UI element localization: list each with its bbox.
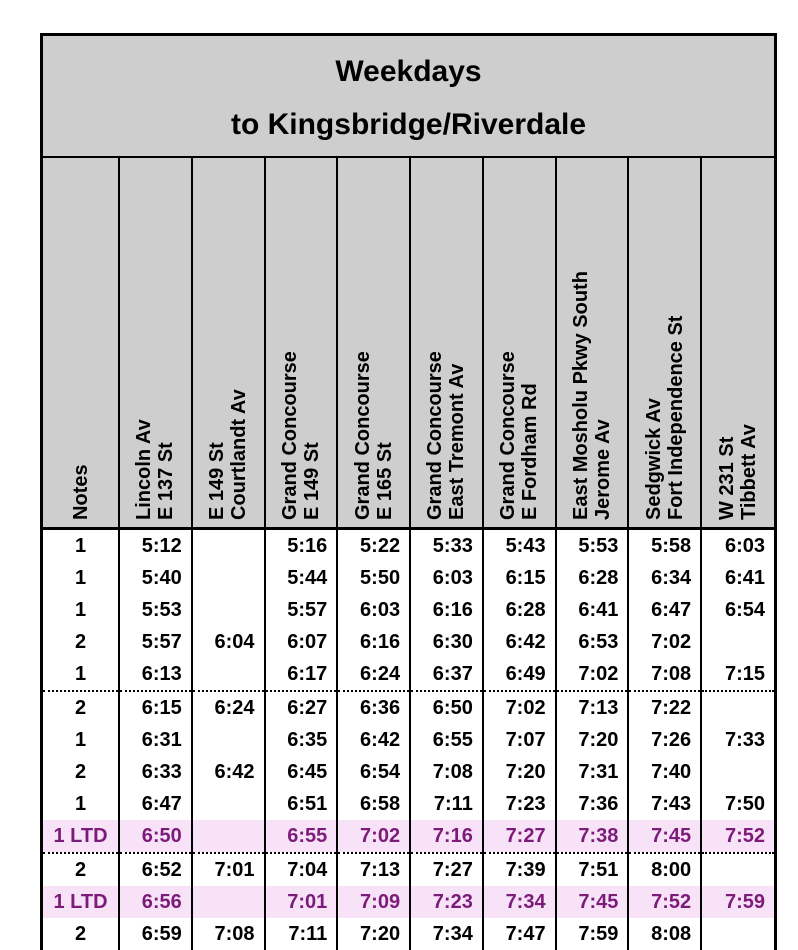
time-cell: 7:27 bbox=[410, 853, 483, 886]
time-cell: 6:16 bbox=[337, 626, 410, 658]
time-cell: 5:40 bbox=[119, 562, 192, 594]
time-cell: 8:00 bbox=[628, 853, 701, 886]
time-cell: 6:31 bbox=[119, 724, 192, 756]
time-cell: 6:54 bbox=[701, 594, 774, 626]
time-cell: 6:33 bbox=[119, 756, 192, 788]
schedule-row bbox=[43, 658, 774, 691]
schedule-row bbox=[43, 562, 774, 594]
time-cell bbox=[701, 756, 774, 788]
rotated-header-text bbox=[643, 166, 687, 520]
note-cell: 1 bbox=[43, 788, 119, 820]
column-header-e-149-st-courtlandt-av bbox=[192, 158, 265, 529]
column-header-line: E 137 St bbox=[155, 166, 177, 520]
time-cell: 5:43 bbox=[483, 529, 556, 563]
time-cell: 6:07 bbox=[265, 626, 338, 658]
time-cell: 6:54 bbox=[337, 756, 410, 788]
time-cell: 7:38 bbox=[556, 820, 629, 853]
column-header-line: Tibbett Av bbox=[738, 166, 760, 520]
time-cell: 5:16 bbox=[265, 529, 338, 563]
time-cell: 6:03 bbox=[337, 594, 410, 626]
time-cell: 8:08 bbox=[628, 918, 701, 950]
column-header-w-231-st-tibbett-av bbox=[701, 158, 774, 529]
time-cell: 5:22 bbox=[337, 529, 410, 563]
column-header-line: E 165 St bbox=[374, 166, 396, 520]
column-header-sedgwick-av-fort-independence-st bbox=[628, 158, 701, 529]
time-cell bbox=[192, 820, 265, 853]
time-cell: 6:51 bbox=[265, 788, 338, 820]
time-cell: 7:36 bbox=[556, 788, 629, 820]
time-cell: 7:08 bbox=[192, 918, 265, 950]
column-header-line: E 149 St bbox=[301, 166, 323, 520]
time-cell: 5:12 bbox=[119, 529, 192, 563]
time-cell: 5:57 bbox=[119, 626, 192, 658]
time-cell: 6:47 bbox=[628, 594, 701, 626]
time-cell: 6:36 bbox=[337, 691, 410, 724]
column-header-line: Grand Concourse bbox=[279, 166, 301, 520]
column-header-line: E 149 St bbox=[206, 166, 228, 520]
time-cell: 7:23 bbox=[410, 886, 483, 918]
time-cell: 7:08 bbox=[628, 658, 701, 691]
time-cell: 6:17 bbox=[265, 658, 338, 691]
time-cell: 7:02 bbox=[556, 658, 629, 691]
time-cell: 6:24 bbox=[192, 691, 265, 724]
time-cell: 7:16 bbox=[410, 820, 483, 853]
time-cell: 7:20 bbox=[337, 918, 410, 950]
time-cell: 7:15 bbox=[701, 658, 774, 691]
time-cell: 6:30 bbox=[410, 626, 483, 658]
note-cell: 1 LTD bbox=[43, 886, 119, 918]
column-header-line: Sedgwick Av bbox=[643, 166, 665, 520]
schedule-row bbox=[43, 788, 774, 820]
note-cell: 1 bbox=[43, 529, 119, 563]
column-header-line: Grand Concourse bbox=[497, 166, 519, 520]
time-cell: 5:57 bbox=[265, 594, 338, 626]
rotated-header-text bbox=[279, 166, 323, 520]
column-header-line: Grand Concourse bbox=[352, 166, 374, 520]
column-header-grand-concourse-east-tremont-av bbox=[410, 158, 483, 529]
time-cell: 7:51 bbox=[556, 853, 629, 886]
time-cell: 7:09 bbox=[337, 886, 410, 918]
time-cell: 7:39 bbox=[483, 853, 556, 886]
time-cell: 6:55 bbox=[265, 820, 338, 853]
schedule-row bbox=[43, 626, 774, 658]
time-cell: 7:11 bbox=[410, 788, 483, 820]
time-cell: 6:13 bbox=[119, 658, 192, 691]
time-cell: 7:27 bbox=[483, 820, 556, 853]
column-header-line: Fort Independence St bbox=[665, 166, 687, 520]
time-cell: 6:41 bbox=[556, 594, 629, 626]
note-cell: 1 bbox=[43, 658, 119, 691]
time-cell: 7:40 bbox=[628, 756, 701, 788]
time-cell: 6:55 bbox=[410, 724, 483, 756]
note-cell: 2 bbox=[43, 756, 119, 788]
time-cell bbox=[701, 918, 774, 950]
column-header-line: W 231 St bbox=[716, 166, 738, 520]
time-cell: 7:01 bbox=[265, 886, 338, 918]
time-cell: 7:02 bbox=[628, 626, 701, 658]
time-cell: 6:27 bbox=[265, 691, 338, 724]
time-cell: 6:42 bbox=[483, 626, 556, 658]
time-cell: 6:45 bbox=[265, 756, 338, 788]
time-cell: 7:26 bbox=[628, 724, 701, 756]
time-cell bbox=[192, 562, 265, 594]
schedule-row-limited bbox=[43, 820, 774, 853]
time-cell: 7:33 bbox=[701, 724, 774, 756]
time-cell: 6:24 bbox=[337, 658, 410, 691]
rotated-header-text bbox=[206, 166, 250, 520]
schedule-row bbox=[43, 691, 774, 724]
time-cell: 7:52 bbox=[701, 820, 774, 853]
column-header-grand-concourse-e-165-st bbox=[337, 158, 410, 529]
time-cell: 6:04 bbox=[192, 626, 265, 658]
time-cell: 6:47 bbox=[119, 788, 192, 820]
time-cell: 5:53 bbox=[119, 594, 192, 626]
time-cell bbox=[192, 724, 265, 756]
time-cell: 6:50 bbox=[119, 820, 192, 853]
time-cell: 5:33 bbox=[410, 529, 483, 563]
time-cell: 6:35 bbox=[265, 724, 338, 756]
column-header-line: East Tremont Av bbox=[446, 166, 468, 520]
rotated-header-text bbox=[133, 166, 177, 520]
schedule-row bbox=[43, 529, 774, 563]
time-cell: 6:59 bbox=[119, 918, 192, 950]
column-header-line: Jerome Av bbox=[592, 166, 614, 520]
schedule-row bbox=[43, 756, 774, 788]
time-cell: 7:45 bbox=[556, 886, 629, 918]
column-header-notes bbox=[43, 158, 119, 529]
note-cell: 1 bbox=[43, 562, 119, 594]
time-cell: 6:52 bbox=[119, 853, 192, 886]
time-cell bbox=[192, 886, 265, 918]
time-cell: 6:42 bbox=[192, 756, 265, 788]
time-cell bbox=[192, 529, 265, 563]
rotated-header-text bbox=[716, 166, 760, 520]
rotated-header-text bbox=[424, 166, 468, 520]
time-cell: 7:02 bbox=[483, 691, 556, 724]
time-cell: 7:23 bbox=[483, 788, 556, 820]
time-cell: 7:20 bbox=[483, 756, 556, 788]
time-cell: 7:13 bbox=[337, 853, 410, 886]
rotated-header-text bbox=[497, 166, 541, 520]
time-cell: 6:49 bbox=[483, 658, 556, 691]
time-cell: 6:03 bbox=[701, 529, 774, 563]
time-cell: 7:31 bbox=[556, 756, 629, 788]
time-cell: 6:28 bbox=[483, 594, 556, 626]
note-cell: 1 bbox=[43, 594, 119, 626]
timetable-title-block bbox=[43, 36, 774, 158]
time-cell bbox=[192, 658, 265, 691]
schedule-row bbox=[43, 594, 774, 626]
column-header-grand-concourse-e-fordham-rd bbox=[483, 158, 556, 529]
note-cell: 2 bbox=[43, 853, 119, 886]
time-cell: 6:34 bbox=[628, 562, 701, 594]
rotated-header-text bbox=[70, 166, 92, 520]
time-cell: 6:15 bbox=[119, 691, 192, 724]
note-cell: 2 bbox=[43, 691, 119, 724]
time-cell: 7:43 bbox=[628, 788, 701, 820]
schedule-body bbox=[43, 529, 774, 950]
time-cell: 7:11 bbox=[265, 918, 338, 950]
time-cell: 5:44 bbox=[265, 562, 338, 594]
time-cell: 7:59 bbox=[701, 886, 774, 918]
time-cell: 6:56 bbox=[119, 886, 192, 918]
timetable-title-direction: to Kingsbridge/Riverdale bbox=[43, 108, 774, 142]
column-header-line: Grand Concourse bbox=[424, 166, 446, 520]
time-cell bbox=[701, 626, 774, 658]
time-cell: 6:41 bbox=[701, 562, 774, 594]
note-cell: 1 LTD bbox=[43, 820, 119, 853]
time-cell: 6:58 bbox=[337, 788, 410, 820]
time-cell: 6:37 bbox=[410, 658, 483, 691]
time-cell: 7:50 bbox=[701, 788, 774, 820]
time-cell bbox=[701, 691, 774, 724]
column-header-line: E Fordham Rd bbox=[519, 166, 541, 520]
note-cell: 1 bbox=[43, 724, 119, 756]
time-cell: 7:45 bbox=[628, 820, 701, 853]
time-cell: 7:47 bbox=[483, 918, 556, 950]
time-cell: 7:01 bbox=[192, 853, 265, 886]
time-cell: 7:20 bbox=[556, 724, 629, 756]
timetable-title-service: Weekdays bbox=[43, 55, 774, 89]
time-cell bbox=[701, 853, 774, 886]
time-cell: 6:42 bbox=[337, 724, 410, 756]
rotated-header-text bbox=[352, 166, 396, 520]
time-cell: 5:58 bbox=[628, 529, 701, 563]
time-cell: 7:07 bbox=[483, 724, 556, 756]
column-header-east-mosholu-pkwy-south-jerome-av bbox=[556, 158, 629, 529]
column-header-line: Lincoln Av bbox=[133, 166, 155, 520]
time-cell bbox=[192, 594, 265, 626]
time-cell: 6:16 bbox=[410, 594, 483, 626]
time-cell: 7:02 bbox=[337, 820, 410, 853]
time-cell: 7:22 bbox=[628, 691, 701, 724]
column-header-grand-concourse-e-149-st bbox=[265, 158, 338, 529]
note-cell: 2 bbox=[43, 918, 119, 950]
rotated-header-text bbox=[570, 166, 614, 520]
schedule-row bbox=[43, 853, 774, 886]
time-cell: 6:03 bbox=[410, 562, 483, 594]
time-cell: 6:53 bbox=[556, 626, 629, 658]
time-cell: 7:04 bbox=[265, 853, 338, 886]
timetable-sheet bbox=[40, 33, 777, 950]
time-cell: 7:34 bbox=[410, 918, 483, 950]
column-header-line: East Mosholu Pkwy South bbox=[570, 166, 592, 520]
time-cell bbox=[192, 788, 265, 820]
time-cell: 5:53 bbox=[556, 529, 629, 563]
column-header-line: Notes bbox=[70, 166, 92, 520]
schedule-row-limited bbox=[43, 886, 774, 918]
time-cell: 6:28 bbox=[556, 562, 629, 594]
schedule-row bbox=[43, 724, 774, 756]
time-cell: 6:50 bbox=[410, 691, 483, 724]
schedule-table bbox=[43, 158, 774, 950]
column-header-lincoln-av-e-137-st bbox=[119, 158, 192, 529]
column-header-line: Courtlandt Av bbox=[228, 166, 250, 520]
note-cell: 2 bbox=[43, 626, 119, 658]
schedule-row bbox=[43, 918, 774, 950]
time-cell: 7:08 bbox=[410, 756, 483, 788]
time-cell: 6:15 bbox=[483, 562, 556, 594]
time-cell: 5:50 bbox=[337, 562, 410, 594]
header-row bbox=[43, 158, 774, 529]
time-cell: 7:59 bbox=[556, 918, 629, 950]
time-cell: 7:13 bbox=[556, 691, 629, 724]
time-cell: 7:52 bbox=[628, 886, 701, 918]
time-cell: 7:34 bbox=[483, 886, 556, 918]
